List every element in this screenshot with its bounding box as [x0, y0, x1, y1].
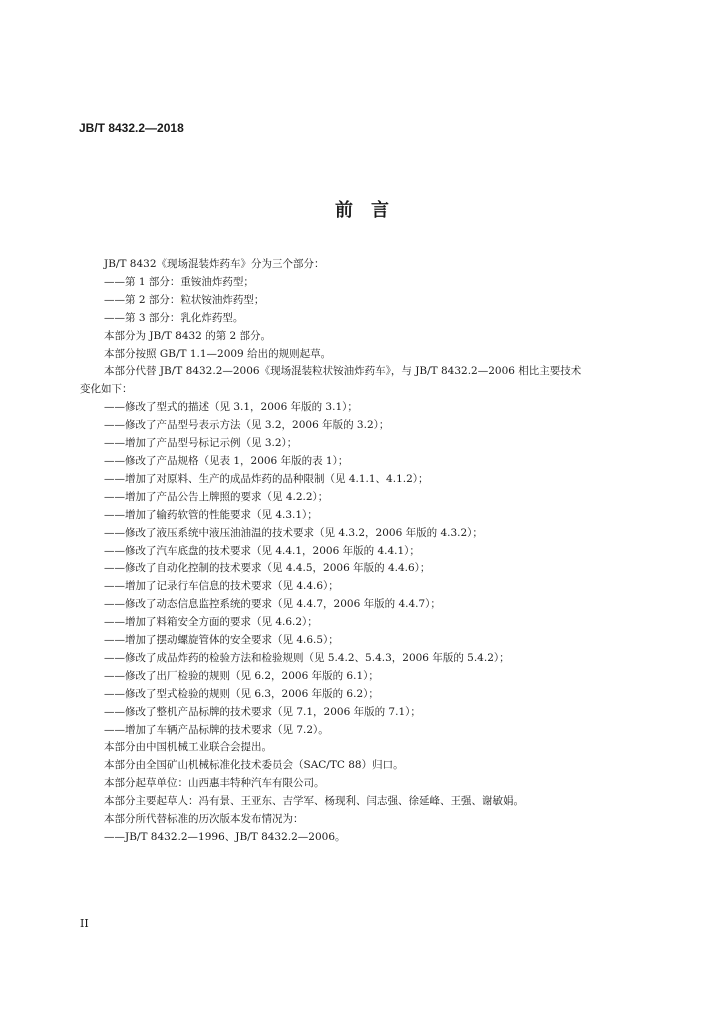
list-item-previous-editions: ——JB/T 8432.2—1996、JB/T 8432.2—2006。 [104, 831, 346, 843]
list-item-change: ——修改了动态信息监控系统的要求（见 4.4.7，2006 年版的 4.4.7）； [104, 598, 441, 611]
paragraph-replaces-continued: 变化如下： [80, 383, 133, 396]
list-item-change: ——增加了料箱安全方面的要求（见 4.6.2）； [104, 616, 318, 629]
paragraph-drafting-rules: 本部分按照 GB/T 1.1—2009 给出的规则起草。 [104, 347, 332, 360]
list-item-change: ——修改了产品型号表示方法（见 3.2，2006 年版的 3.2）； [104, 419, 390, 432]
list-item-change: ——增加了产品型号标记示例（见 3.2）； [104, 437, 298, 450]
paragraph-under-jurisdiction: 本部分由全国矿山机械标准化技术委员会（SAC/TC 88）归口。 [104, 759, 404, 772]
paragraph-this-part: 本部分为 JB/T 8432 的第 2 部分。 [104, 329, 272, 342]
list-item-change: ——修改了整机产品标牌的技术要求（见 7.1，2006 年版的 7.1）； [104, 705, 421, 718]
section-title: 前 言 [335, 200, 389, 221]
list-item-part-3: ——第 3 部分：乳化炸药型。 [104, 311, 244, 324]
list-item-change: ——修改了出厂检验的规则（见 6.2，2006 年版的 6.1）； [104, 669, 379, 682]
list-item-change: ——修改了自动化控制的技术要求（见 4.4.5，2006 年版的 4.4.6）； [104, 562, 431, 575]
page-number: II [80, 917, 89, 930]
paragraph-previous-editions: 本部分所代替标准的历次版本发布情况为： [104, 813, 304, 826]
paragraph-replaces: 本部分代替 JB/T 8432.2—2006《现场混装粒状铵油炸药车》，与 JB/T 8432.2—2006 相比主要技术 [104, 365, 582, 378]
list-item-part-2: ——第 2 部分：粒状铵油炸药型； [104, 293, 265, 306]
list-item-change: ——修改了产品规格（见表 1，2006 年版的表 1）； [104, 454, 349, 467]
list-item-part-1: ——第 1 部分：重铵油炸药型； [104, 275, 254, 288]
list-item-change: ——增加了输药软管的性能要求（见 4.3.1）； [104, 508, 318, 521]
standard-code-header: JB/T 8432.2—2018 [79, 121, 184, 135]
paragraph-proposed-by: 本部分由中国机械工业联合会提出。 [104, 741, 272, 754]
list-item-change: ——修改了汽车底盘的技术要求（见 4.4.1，2006 年版的 4.4.1）； [104, 544, 420, 557]
list-item-change: ——增加了对原料、生产的成品炸药的品种限制（见 4.1.1、4.1.2）； [104, 472, 429, 485]
list-item-change: ——修改了成品炸药的检验方法和检验规则（见 5.4.2、5.4.3，2006 年版的 5.4.2）； [104, 651, 510, 664]
list-item-change: ——增加了摆动螺旋管体的安全要求（见 4.6.5）； [104, 634, 339, 647]
paragraph-drafting-unit: 本部分起草单位：山西惠丰特种汽车有限公司。 [104, 777, 325, 790]
paragraph-parts-intro: JB/T 8432《现场混装炸药车》分为三个部分： [104, 258, 325, 270]
list-item-change: ——修改了型式的描述（见 3.1，2006 年版的 3.1）； [104, 401, 358, 414]
list-item-change: ——增加了记录行车信息的技术要求（见 4.4.6）； [104, 580, 339, 593]
paragraph-drafters: 本部分主要起草人：冯有景、王亚东、吉学军、杨现利、闫志强、徐延峰、王强、谢敏娟。 [104, 795, 524, 808]
foreword-body [80, 256, 604, 847]
list-item-change: ——修改了型式检验的规则（见 6.3，2006 年版的 6.2）； [104, 687, 379, 700]
list-item-change: ——增加了车辆产品标牌的技术要求（见 7.2）。 [104, 723, 329, 736]
list-item-change: ——修改了液压系统中液压油油温的技术要求（见 4.3.2，2006 年版的 4.3.2）； [104, 526, 483, 539]
list-item-change: ——增加了产品公告上牌照的要求（见 4.2.2）； [104, 490, 329, 503]
